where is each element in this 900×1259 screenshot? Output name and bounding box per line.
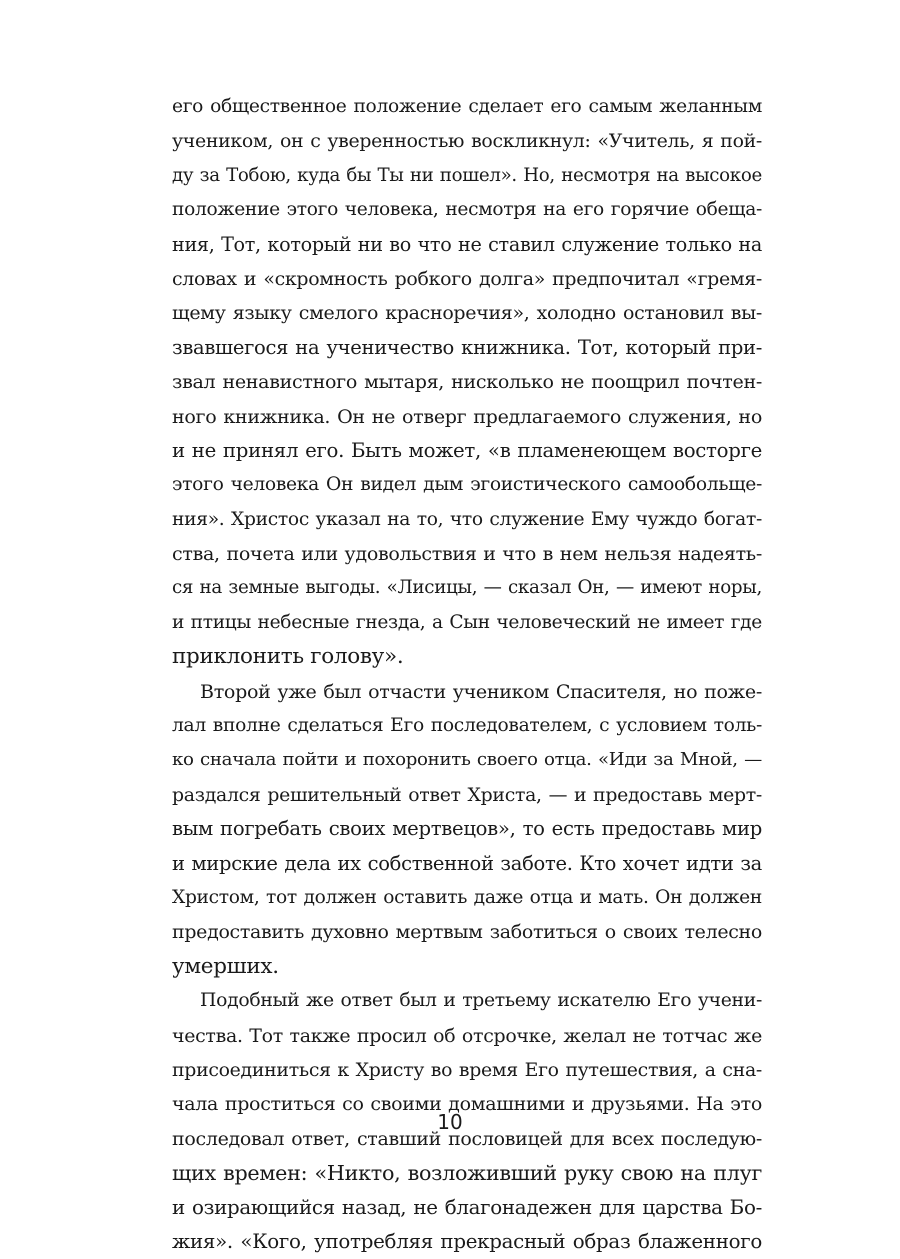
text-line: ко сначала пойти и похоронить своего отца. «Иди за Мной, — — [172, 749, 762, 771]
text-line: его общественное положение сделает его самым желанным — [172, 96, 762, 117]
text-line: ния». Христос указал на то, что служение Ему чуждо богат- — [172, 508, 762, 530]
text-line: жия». «Кого, употребляя прекрасный образ блаженного — [172, 1229, 762, 1253]
text-line: и мирские дела их собственной заботе. Кто хочет идти за — [172, 851, 762, 875]
text-line: звал ненавистного мытаря, нисколько не поощрил почтен- — [172, 371, 762, 394]
text-line: щему языку смелого красноречия», холодно остановил вы- — [172, 302, 762, 325]
text-line: словах и «скромность робкого долга» предпочитал «гремя- — [172, 267, 762, 290]
text-line: лал вполне сделаться Его последователем, с условием толь- — [172, 715, 762, 737]
text-line: этого человека Он видел дым эгоистического самообольще- — [172, 474, 762, 496]
text-line: раздался решительный ответ Христа, — и предоставь мерт- — [172, 783, 762, 806]
text-line: чала проститься со своими домашними и друзьями. На это — [172, 1093, 762, 1116]
text-line: ния, Тот, который ни во что не ставил служение только на — [172, 232, 762, 256]
body-text — [172, 90, 762, 1259]
text-line: ся на земные выгоды. «Лисицы, — сказал Он, — имеют норы, — [172, 577, 762, 599]
text-line: и озирающийся назад, не благонадежен для царства Бо- — [172, 1195, 762, 1219]
text-line: и птицы небесные гнезда, а Сын человеческий не имеет где — [172, 611, 762, 633]
paragraph-start-line: Второй уже был отчасти учеником Спасителя, но поже- — [200, 680, 762, 703]
text-line: предоставить духовно мертвым заботиться о своих телесно — [172, 921, 762, 944]
paragraph-start-line: Подобный же ответ был и третьему искателю Его учени- — [200, 990, 762, 1012]
text-line: ду за Тобою, куда бы Ты ни пошел». Но, несмотря на высокое — [172, 164, 762, 186]
text-line: учеником, он с уверенностью воскликнул: «Учитель, я пой- — [172, 130, 762, 153]
text-line: ства, почета или удовольствия и что в нем нельзя надеять- — [172, 543, 762, 566]
page-number: 10 — [437, 1110, 463, 1134]
text-line: и не принял его. Быть может, «в пламенеющем восторге — [172, 438, 762, 462]
text-line: положение этого человека, несмотря на его горячие обеща- — [172, 199, 762, 221]
text-line: чества. Тот также просил об отсрочке, желал не тотчас же — [172, 1024, 762, 1047]
text-line: ного книжника. Он не отверг предлагаемого служения, но — [172, 405, 762, 428]
text-line: умерших. — [172, 953, 279, 979]
text-line: Христом, тот должен оставить даже отца и мать. Он должен — [172, 886, 762, 908]
text-line: щих времен: «Никто, возложивший руку свою на плуг — [172, 1161, 762, 1186]
text-line: приклонить голову». — [172, 644, 404, 670]
text-line: присоединиться к Христу во время Его путешествия, а сна- — [172, 1058, 762, 1081]
text-line: последовал ответ, ставший пословицей для всех последую- — [172, 1127, 762, 1150]
text-line: вым погребать своих мертвецов», то есть предоставь мир — [172, 817, 762, 841]
text-line: звавшегося на ученичество книжника. Тот, который при- — [172, 335, 762, 359]
